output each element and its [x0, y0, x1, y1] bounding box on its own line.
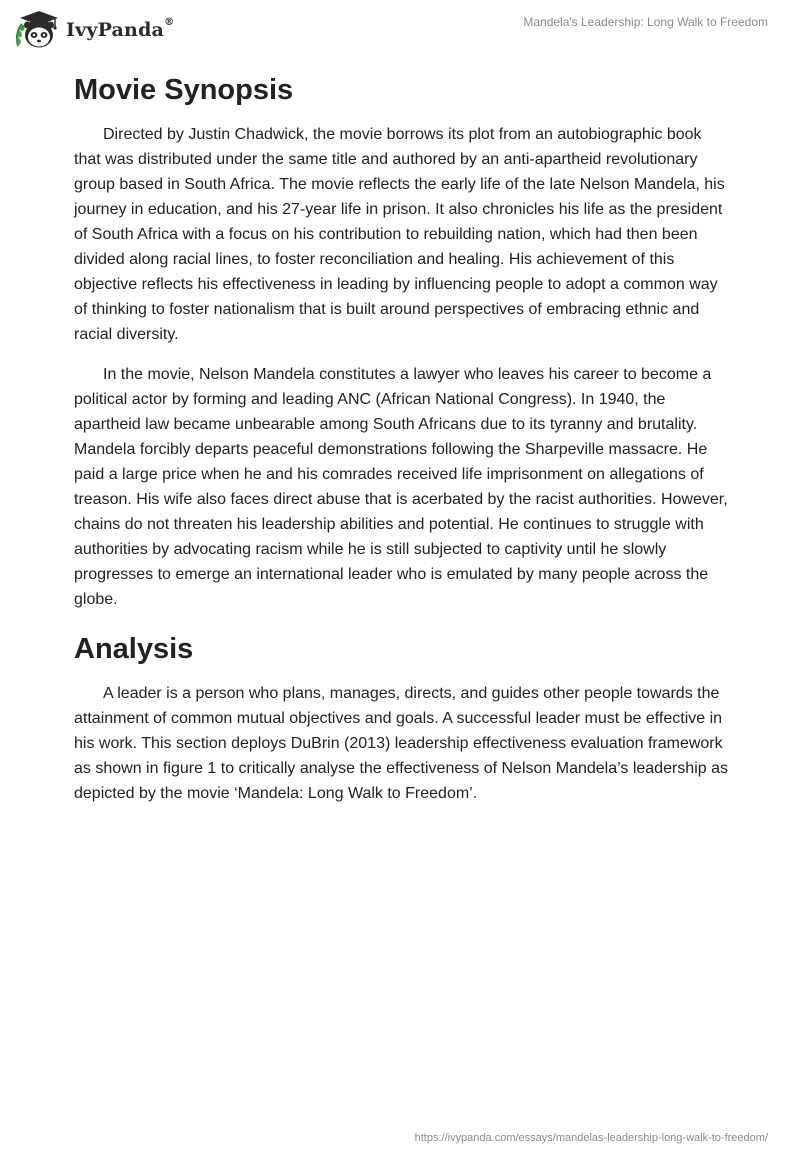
paragraph: Directed by Justin Chadwick, the movie borrows its plot from an autobiographic book that was distributed under the same title and authored by an anti-apartheid revolutionary group based in South Africa. The movie reflects the early life of the late Nelson Mandela, his journey in education, and his 27-year life in prison. It also chronicles his life as the president of South Africa with a focus on his contribution to rebuilding nation, which had then been divided along racial lines, to foster reconciliation and healing. His achievement of this objective reflects his effectiveness in leading by influencing people to adopt a common way of thinking to foster nationalism that is built around perspectives of embracing ethnic and racial diversity. [74, 126, 725, 343]
section-heading-analysis: Analysis [74, 633, 194, 665]
paragraph: In the movie, Nelson Mandela constitutes a lawyer who leaves his career to become a political actor by forming and leading ANC (African National Congress). In 1940, the apartheid law became unbearable among South Africans due to its tyranny and brutality. Mandela forcibly departs peaceful demonstrations following the Sharpeville massacre. He paid a large price when he and his comrades received life imprisonment on allegations of treason. His wife also faces direct abuse that is acerbated by the racist authorities. However, chains do not threaten his leadership abilities and potential. He continues to struggle with authorities by advocating racism while he is still subjected to captivity until he slowly progresses to emerge an international leader who is emulated by many people across the globe. [74, 366, 728, 608]
document-title: Mandela's Leadership: Long Walk to Freedom [523, 15, 768, 29]
ivypanda-logo[interactable] [14, 8, 174, 50]
registered-mark: ® [164, 17, 175, 28]
section-heading-movie-synopsis: Movie Synopsis [74, 74, 294, 106]
essay-content [74, 68, 728, 821]
panda-graduation-cap-icon [14, 8, 60, 50]
page-header [0, 0, 800, 60]
paragraph: A leader is a person who plans, manages, directs, and guides other people towards the attainment of common mutual objectives and goals. A successful leader must be effective in his work. This section deploys DuBrin (2013) leadership effectiveness evaluation framework as shown in figure 1 to critically analyse the effectiveness of Nelson Mandela’s leadership as depicted by the movie ‘Mandela: Long Walk to Freedom’. [74, 685, 728, 802]
footer-source-url[interactable]: https://ivypanda.com/essays/mandelas-leadership-long-walk-to-freedom/ [414, 1132, 768, 1144]
logo-text: IvyPanda® [66, 17, 175, 41]
